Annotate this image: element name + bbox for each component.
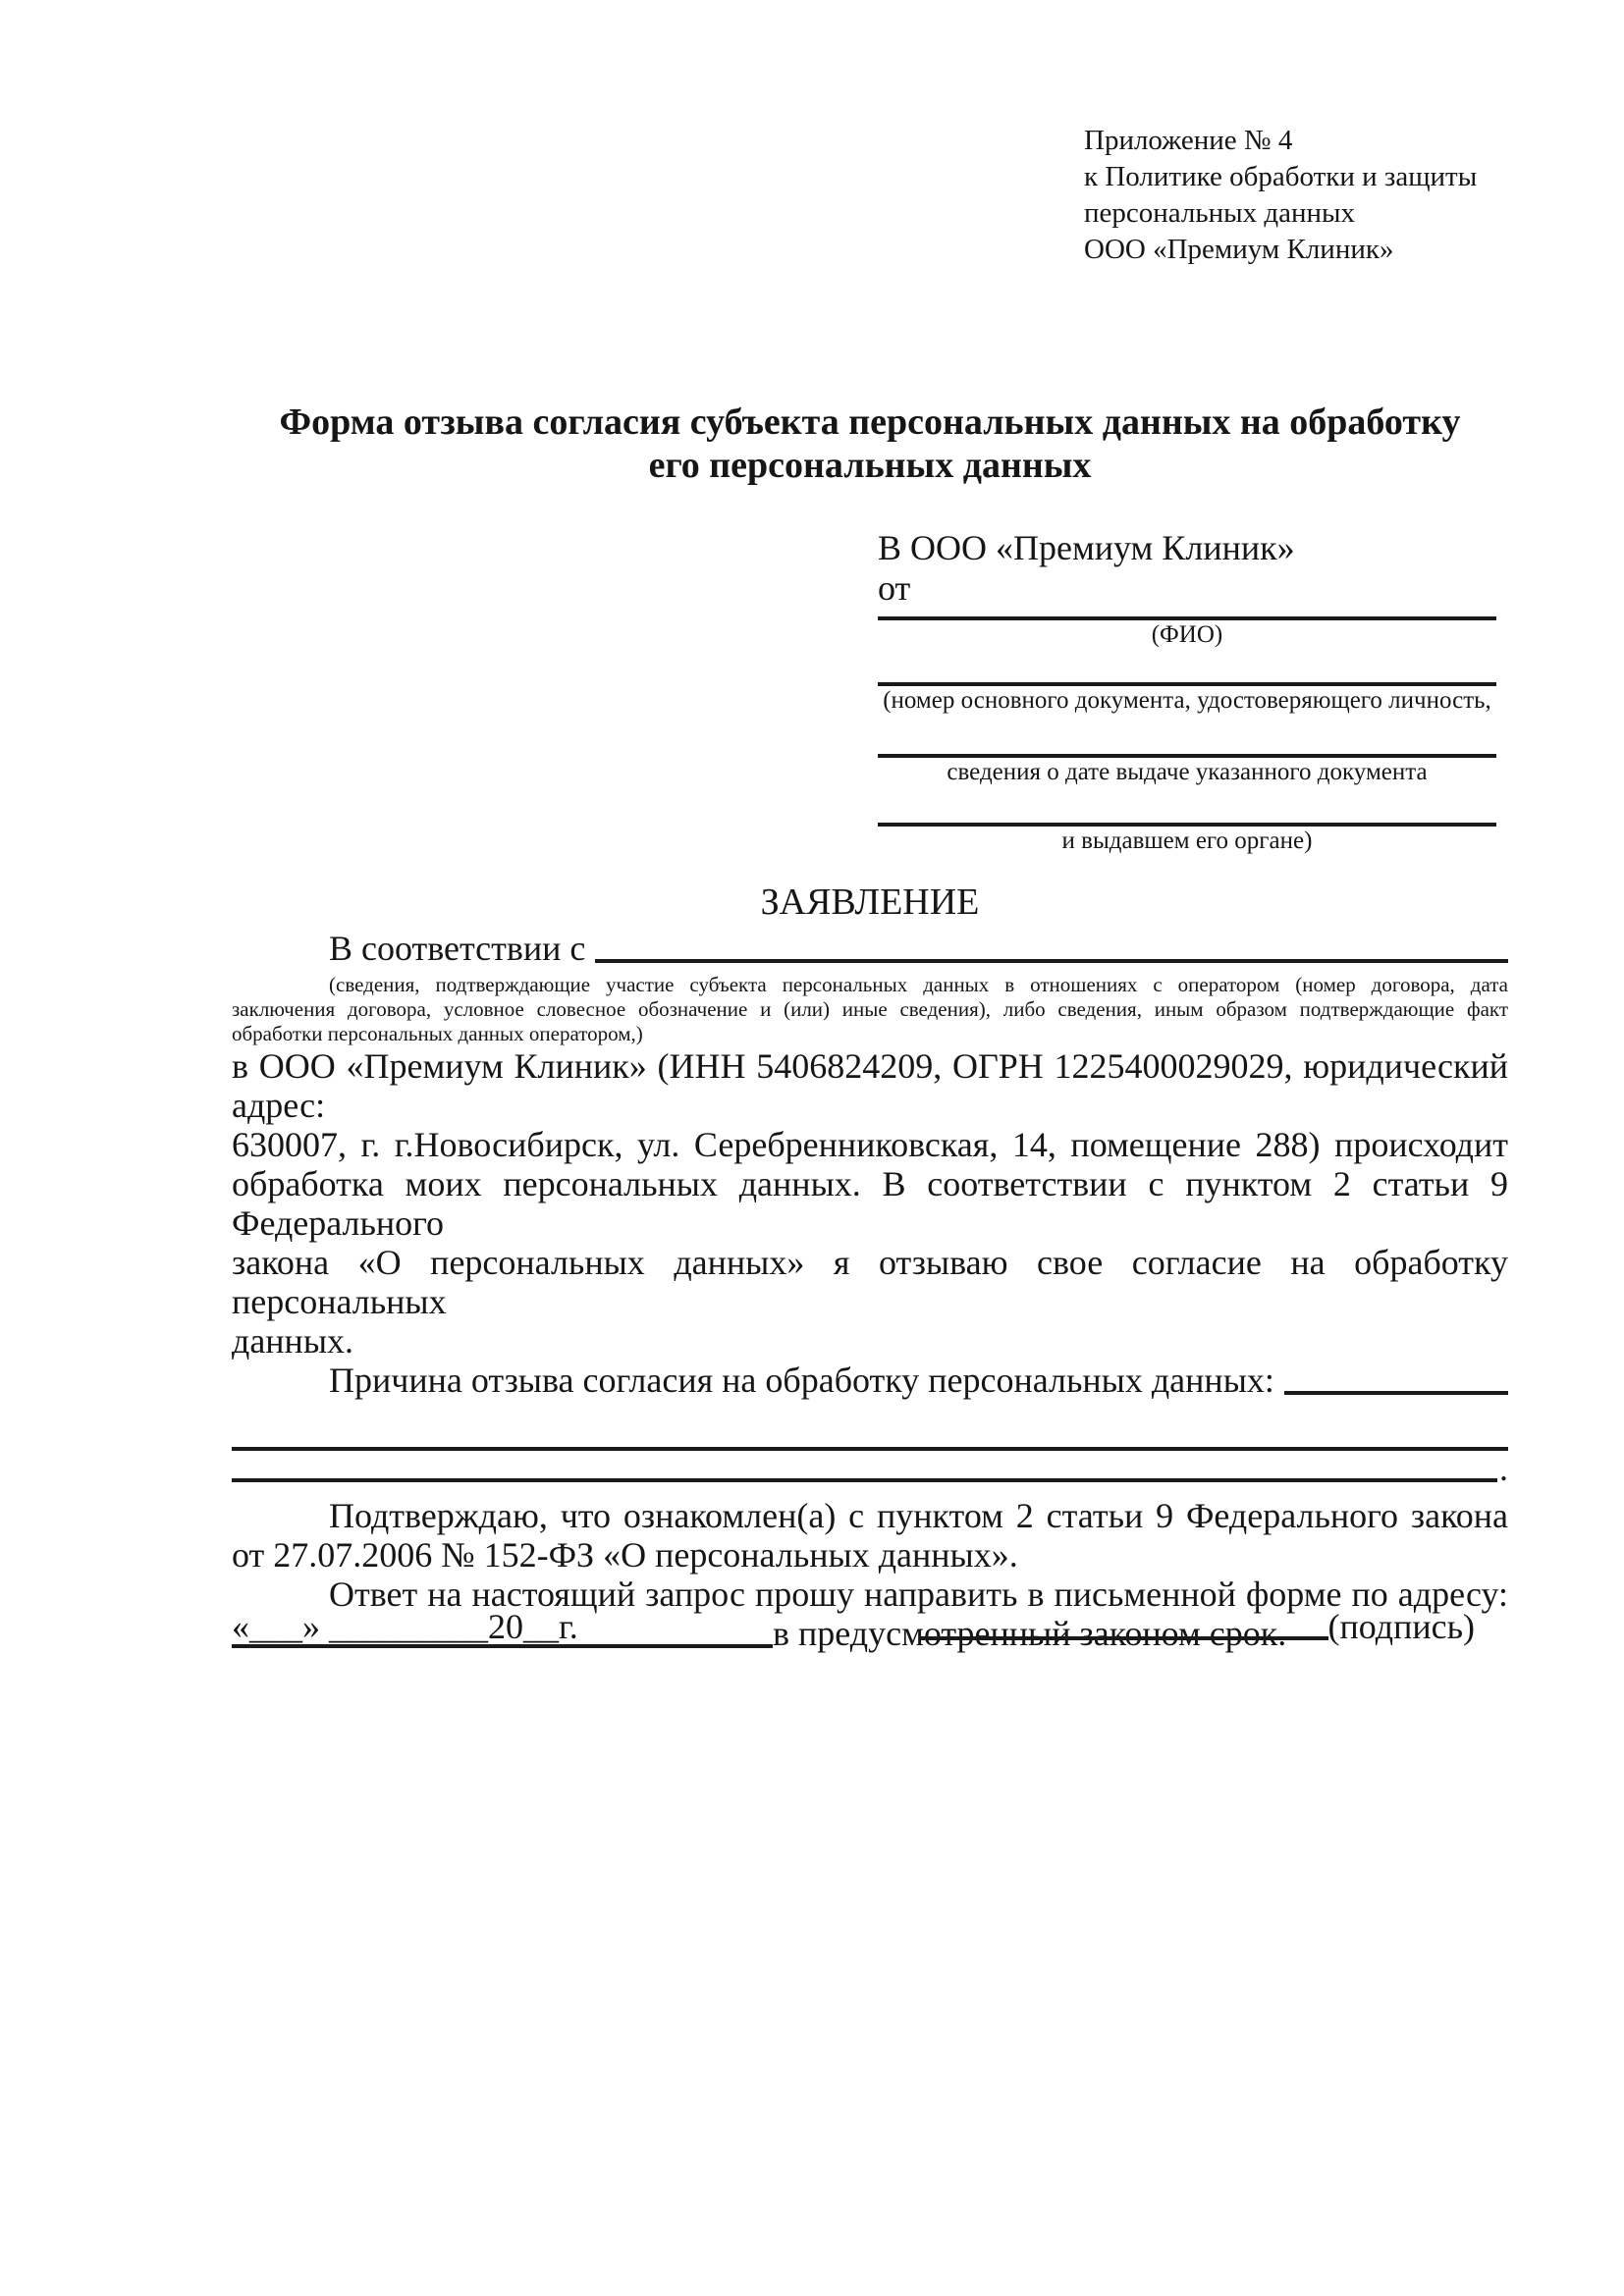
body-line-5: данных.: [232, 1321, 354, 1361]
fio-caption: (ФИО): [1151, 621, 1223, 648]
appendix-note: [1084, 123, 1477, 268]
addressee-from: от: [878, 568, 911, 608]
appendix-line-1: Приложение № 4: [1084, 125, 1293, 156]
smallprint-line-3: обработки персональных данных оператором,): [232, 1022, 643, 1045]
document-issuer-caption: и выдавшем его органе): [1061, 828, 1313, 854]
appendix-line-4: ООО «Премиум Клиник»: [1084, 234, 1394, 265]
confirm-line-1: Подтверждаю, что ознакомлен(а) с пунктом 2 статьи 9 Федерального закона: [329, 1496, 1508, 1535]
intro-line: [329, 929, 1508, 968]
form-title-line-2: его персональных данных: [648, 445, 1092, 486]
body-line-1: в ООО «Премиум Клиник» (ИНН 5406824209, ОГРН 1225400029029, юридический адрес:: [232, 1046, 1508, 1125]
body-line-4: закона «О персональных данных» я отзываю свое согласие на обработку персональных: [232, 1243, 1508, 1321]
form-title: [232, 400, 1508, 487]
reason-blank-line: [1284, 1391, 1508, 1395]
signature-caption: (подпись): [1327, 1607, 1475, 1646]
reason-period: .: [1499, 1449, 1508, 1488]
reply-line-2-text: в предусмотренный законом срок.: [773, 1614, 1287, 1653]
reason-label: Причина отзыва согласия на обработку персональных данных:: [329, 1361, 1274, 1400]
appendix-line-3: персональных данных: [1084, 197, 1356, 229]
signature-group: [920, 1607, 1475, 1646]
footer-row: [232, 1607, 1508, 1646]
reply-line-1: Ответ на настоящий запрос прошу направить в письменной форме по адресу:: [329, 1575, 1508, 1614]
body-line-3: обработка моих персональных данных. В соответствии с пунктом 2 статьи 9 Федерального: [232, 1164, 1508, 1243]
smallprint-line-1: (сведения, подтверждающие участие субъекта персональных данных в отношениях с оператором (номер договора, дата: [329, 973, 1508, 996]
statement-body: [232, 929, 1508, 1653]
form-title-line-1: Форма отзыва согласия субъекта персональных данных на обработку: [279, 401, 1461, 443]
intro-blank-line: [595, 959, 1508, 963]
signature-blank-line: [920, 1636, 1328, 1640]
intro-label: В соответствии с: [329, 929, 586, 968]
confirm-line-2: от 27.07.2006 № 152-ФЗ «О персональных данных».: [232, 1535, 1018, 1575]
reason-line: [329, 1361, 1508, 1400]
appendix-line-2: к Политике обработки и защиты: [1084, 161, 1478, 192]
reason-blank-line-3-rule: [232, 1478, 1497, 1482]
smallprint-line-2: заключения договора, условное словесное обозначение и (или) иные сведения), либо сведения, иным образом подтверждающие факт: [232, 997, 1508, 1021]
body-line-2: 630007, г. г.Новосибирск, ул. Серебренниковская, 14, помещение 288) происходит: [232, 1125, 1508, 1164]
addressee-to: В ООО «Премиум Клиник»: [878, 528, 1295, 567]
statement-heading: ЗАЯВЛЕНИЕ: [760, 881, 980, 923]
document-date-caption: сведения о дате выдаче указанного документа: [947, 759, 1428, 785]
document-number-caption: (номер основного документа, удостоверяющего личность,: [883, 687, 1491, 714]
date-blank: «___» _________20__г.: [232, 1607, 578, 1646]
reason-blank-line-3: [232, 1451, 1508, 1488]
addressee-block: [878, 528, 1496, 856]
